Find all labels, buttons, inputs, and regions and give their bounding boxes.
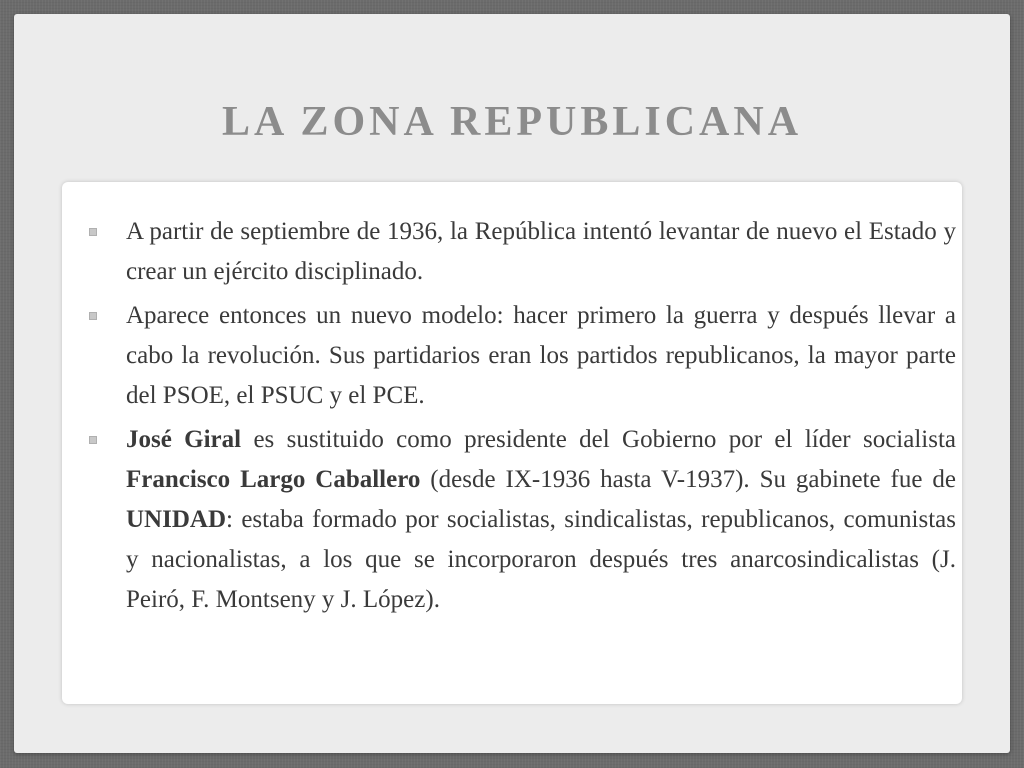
text-segment: Aparece entonces un nuevo modelo: hacer primero la guerra y después llevar a cabo la revolución. Sus partidarios eran los partidos republicanos, la mayor parte del PSOE, el PSUC y el PCE. <box>126 302 956 409</box>
bullet-item <box>126 212 956 292</box>
slide <box>14 14 1010 753</box>
bold-text-segment: UNIDAD <box>126 506 226 533</box>
square-bullet-icon <box>89 436 97 444</box>
text-segment: A partir de septiembre de 1936, la República intentó levantar de nuevo el Estado y crear un ejército disciplinado. <box>126 218 956 285</box>
bullet-item <box>126 296 956 416</box>
text-segment: (desde IX-1936 hasta V-1937). Su gabinete fue de <box>420 466 956 493</box>
bullet-text <box>126 302 956 409</box>
square-bullet-icon <box>89 312 97 320</box>
bullet-item <box>126 420 956 620</box>
bullet-text <box>126 426 956 613</box>
bold-text-segment: José Giral <box>126 426 242 453</box>
bullet-list <box>126 212 956 624</box>
square-bullet-icon <box>89 228 97 236</box>
bullet-text <box>126 218 956 285</box>
slide-title: LA ZONA REPUBLICANA <box>221 99 803 145</box>
bold-text-segment: Francisco Largo Caballero <box>126 466 421 493</box>
content-card <box>62 182 962 704</box>
text-segment: es sustituido como presidente del Gobierno por el líder socialista <box>241 426 956 453</box>
text-segment: : estaba formado por socialistas, sindicalistas, republicanos, comunistas y nacionalistas, a los que se incorporaron después tres anarcosindicalistas (J. Peiró, F. Montseny y J. López). <box>126 506 956 613</box>
